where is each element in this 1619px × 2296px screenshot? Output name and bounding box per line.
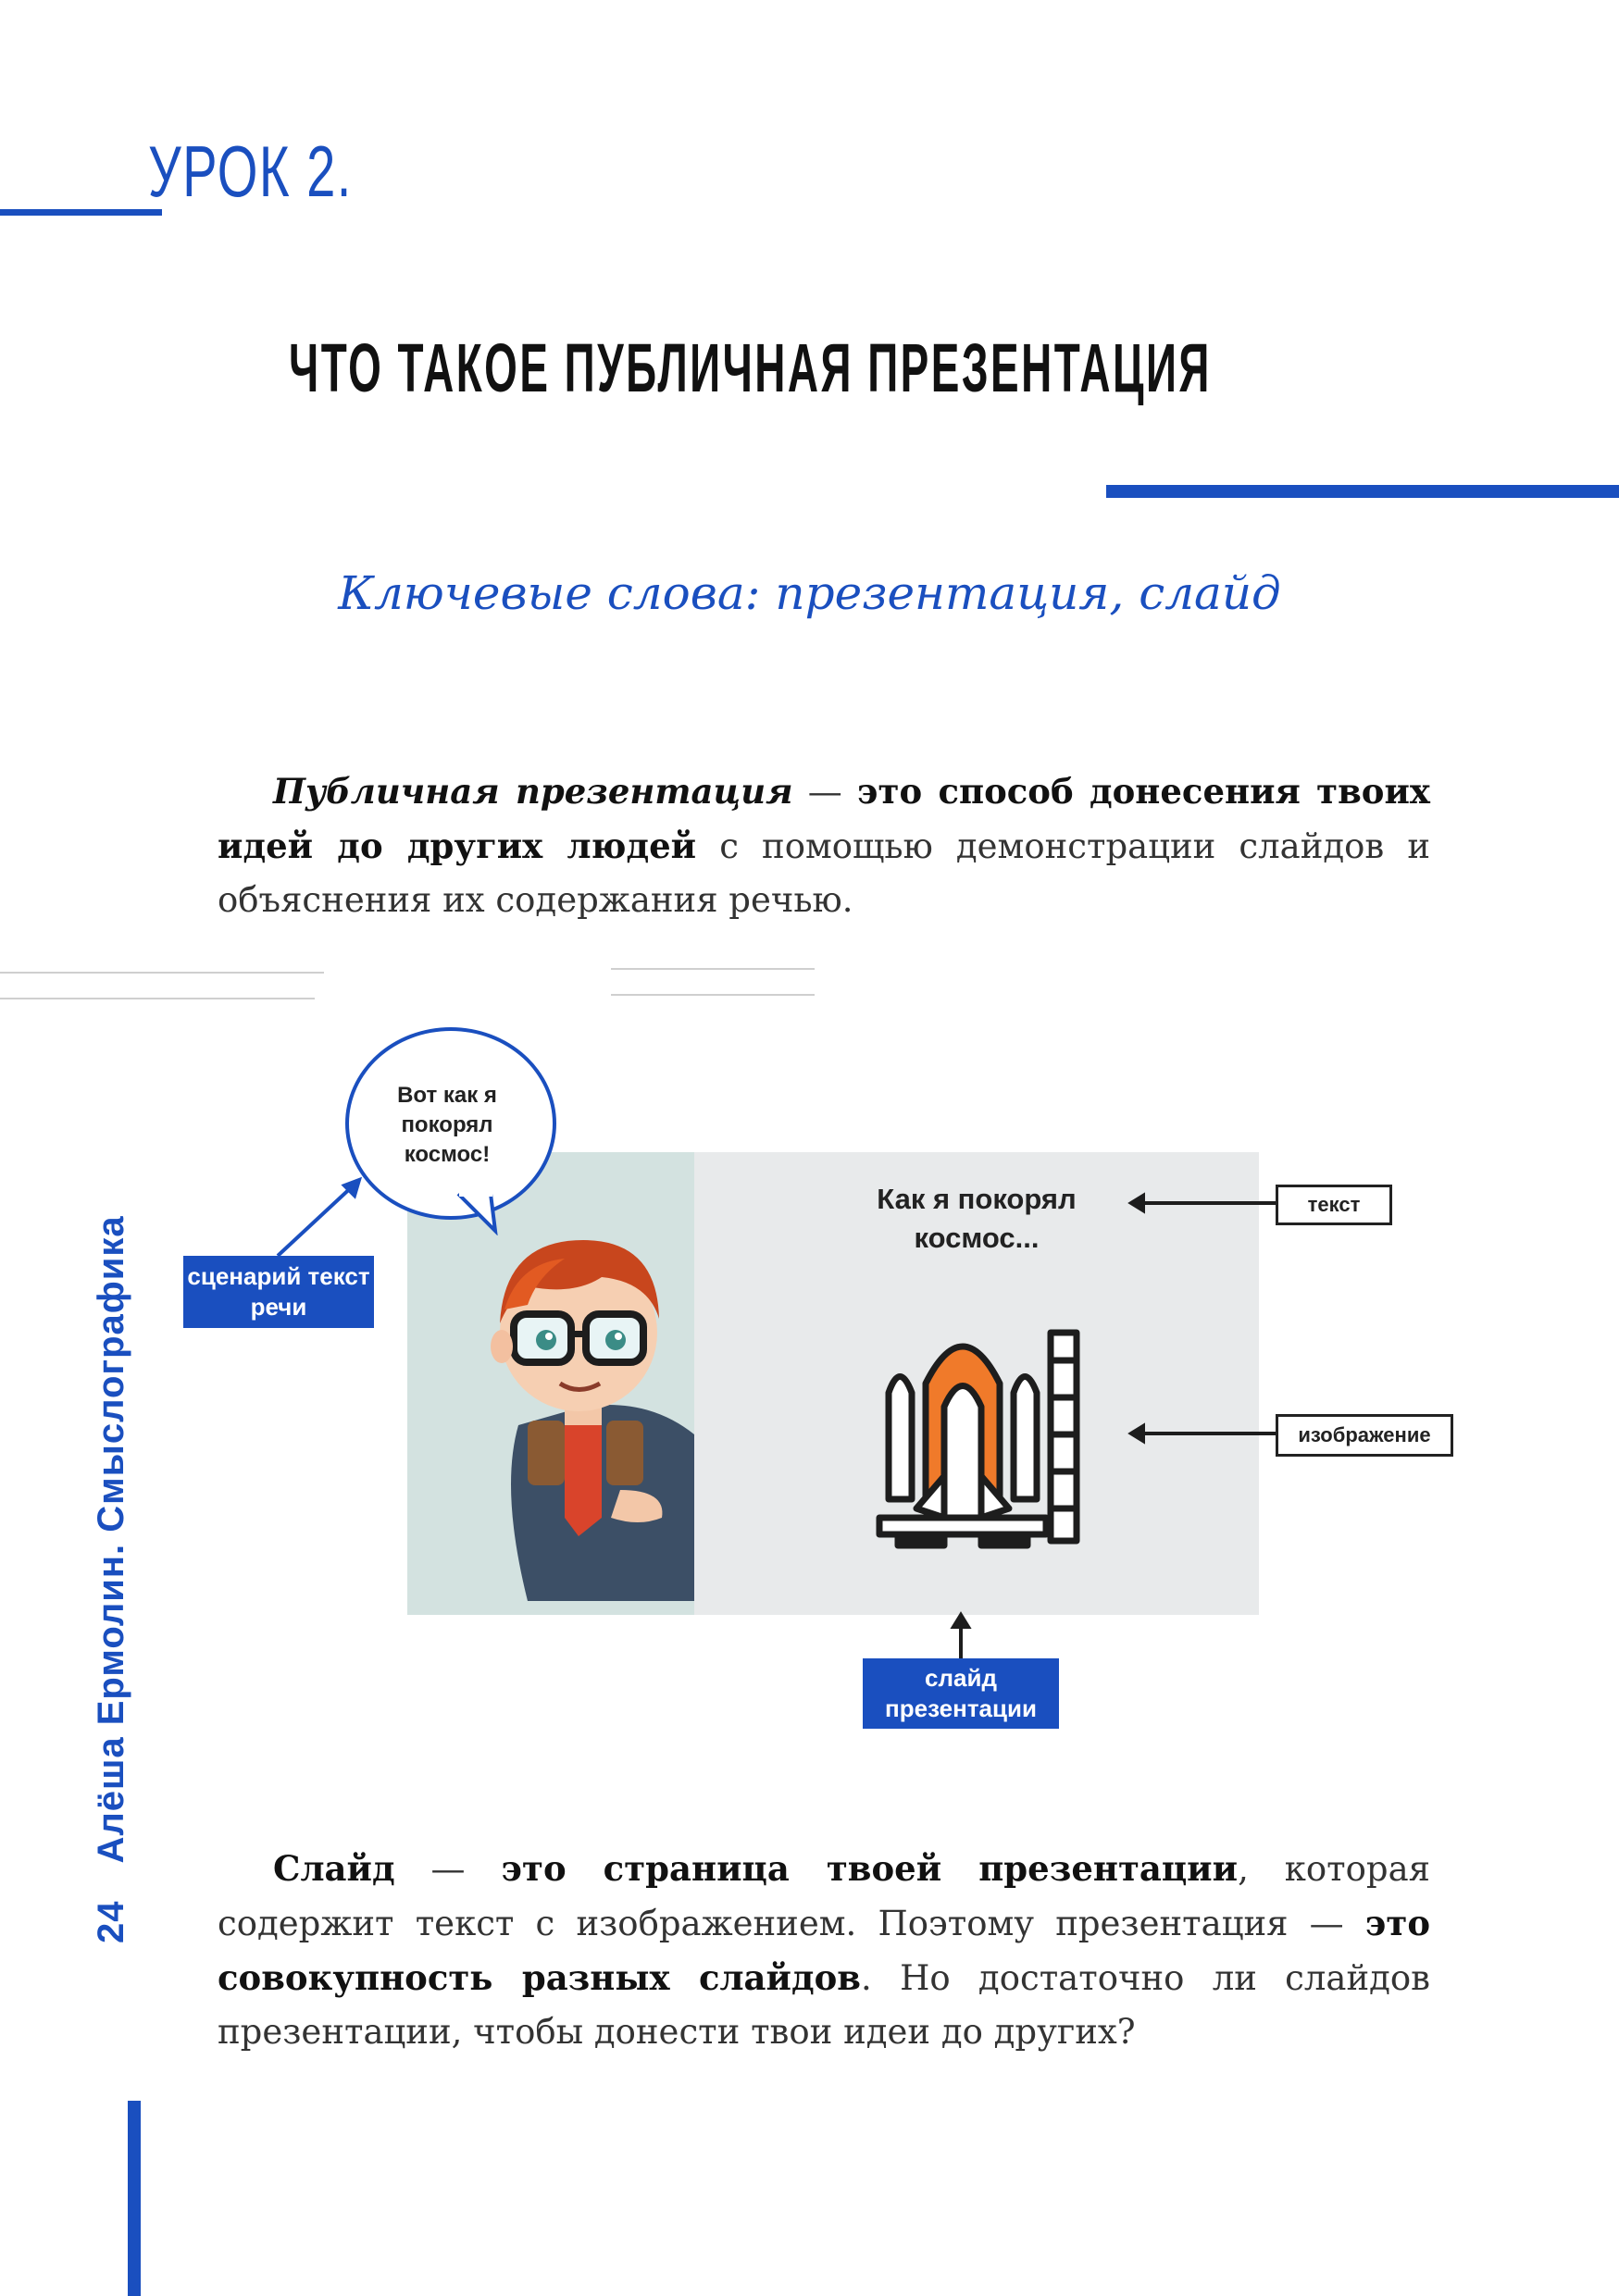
page-title: ЧТО ТАКОЕ ПУБЛИЧНАЯ ПРЕЗЕНТАЦИЯ xyxy=(289,329,1212,406)
decor-line xyxy=(0,972,324,974)
decor-line xyxy=(611,968,815,970)
slide-bold-1: это страница твоей презентации xyxy=(501,1848,1239,1889)
slide-mid: , которая содержит текст с изображением. Поэтому презентация — xyxy=(218,1849,1431,1943)
keywords-line: Ключевые слова: презентация, слайд xyxy=(338,566,1281,620)
side-accent-bar xyxy=(128,2101,141,2296)
speech-bubble-tail xyxy=(454,1189,509,1235)
slide-end: . Но достаточно ли слайдов презентации, чтобы донести твои идеи до других? xyxy=(218,1958,1430,2052)
decor-line xyxy=(0,998,315,999)
slide-bold-2: это совокупность разных слайдов xyxy=(218,1903,1430,1998)
slide-label: слайд презентации xyxy=(863,1658,1059,1729)
definition-dash: — xyxy=(792,772,857,812)
definition-bold: это способ донесения твоих идей до других людей xyxy=(218,771,1430,866)
definition-paragraph xyxy=(218,764,1430,927)
definition-term: Публичная презентация xyxy=(273,771,793,812)
side-caption xyxy=(91,1215,146,1943)
slide-term: Слайд xyxy=(273,1848,395,1889)
lesson-underline xyxy=(0,209,162,216)
definition-rest: с помощью демонстрации слайдов и объяснения их содержания речью. xyxy=(218,826,1430,920)
lesson-label: УРОК 2. xyxy=(148,130,353,212)
slide-dash: — xyxy=(394,1849,502,1889)
speech-bubble-text: Вот как я покорял космос! xyxy=(397,1083,497,1167)
slide-paragraph xyxy=(218,1842,1430,2059)
page-number: 24 xyxy=(91,1900,131,1943)
image-label: изображение xyxy=(1276,1414,1453,1457)
title-accent-bar xyxy=(1106,485,1619,498)
decor-line xyxy=(611,994,815,996)
slide-title: Как я покорял космос... xyxy=(877,1183,1077,1254)
book-caption: Алёша Ермолин. Смыслографика xyxy=(91,1215,131,1864)
boy-character-illustration xyxy=(463,1212,704,1601)
text-label: текст xyxy=(1276,1185,1392,1225)
rocket-icon xyxy=(861,1319,1092,1550)
script-label: сценарий текст речи xyxy=(183,1256,374,1328)
